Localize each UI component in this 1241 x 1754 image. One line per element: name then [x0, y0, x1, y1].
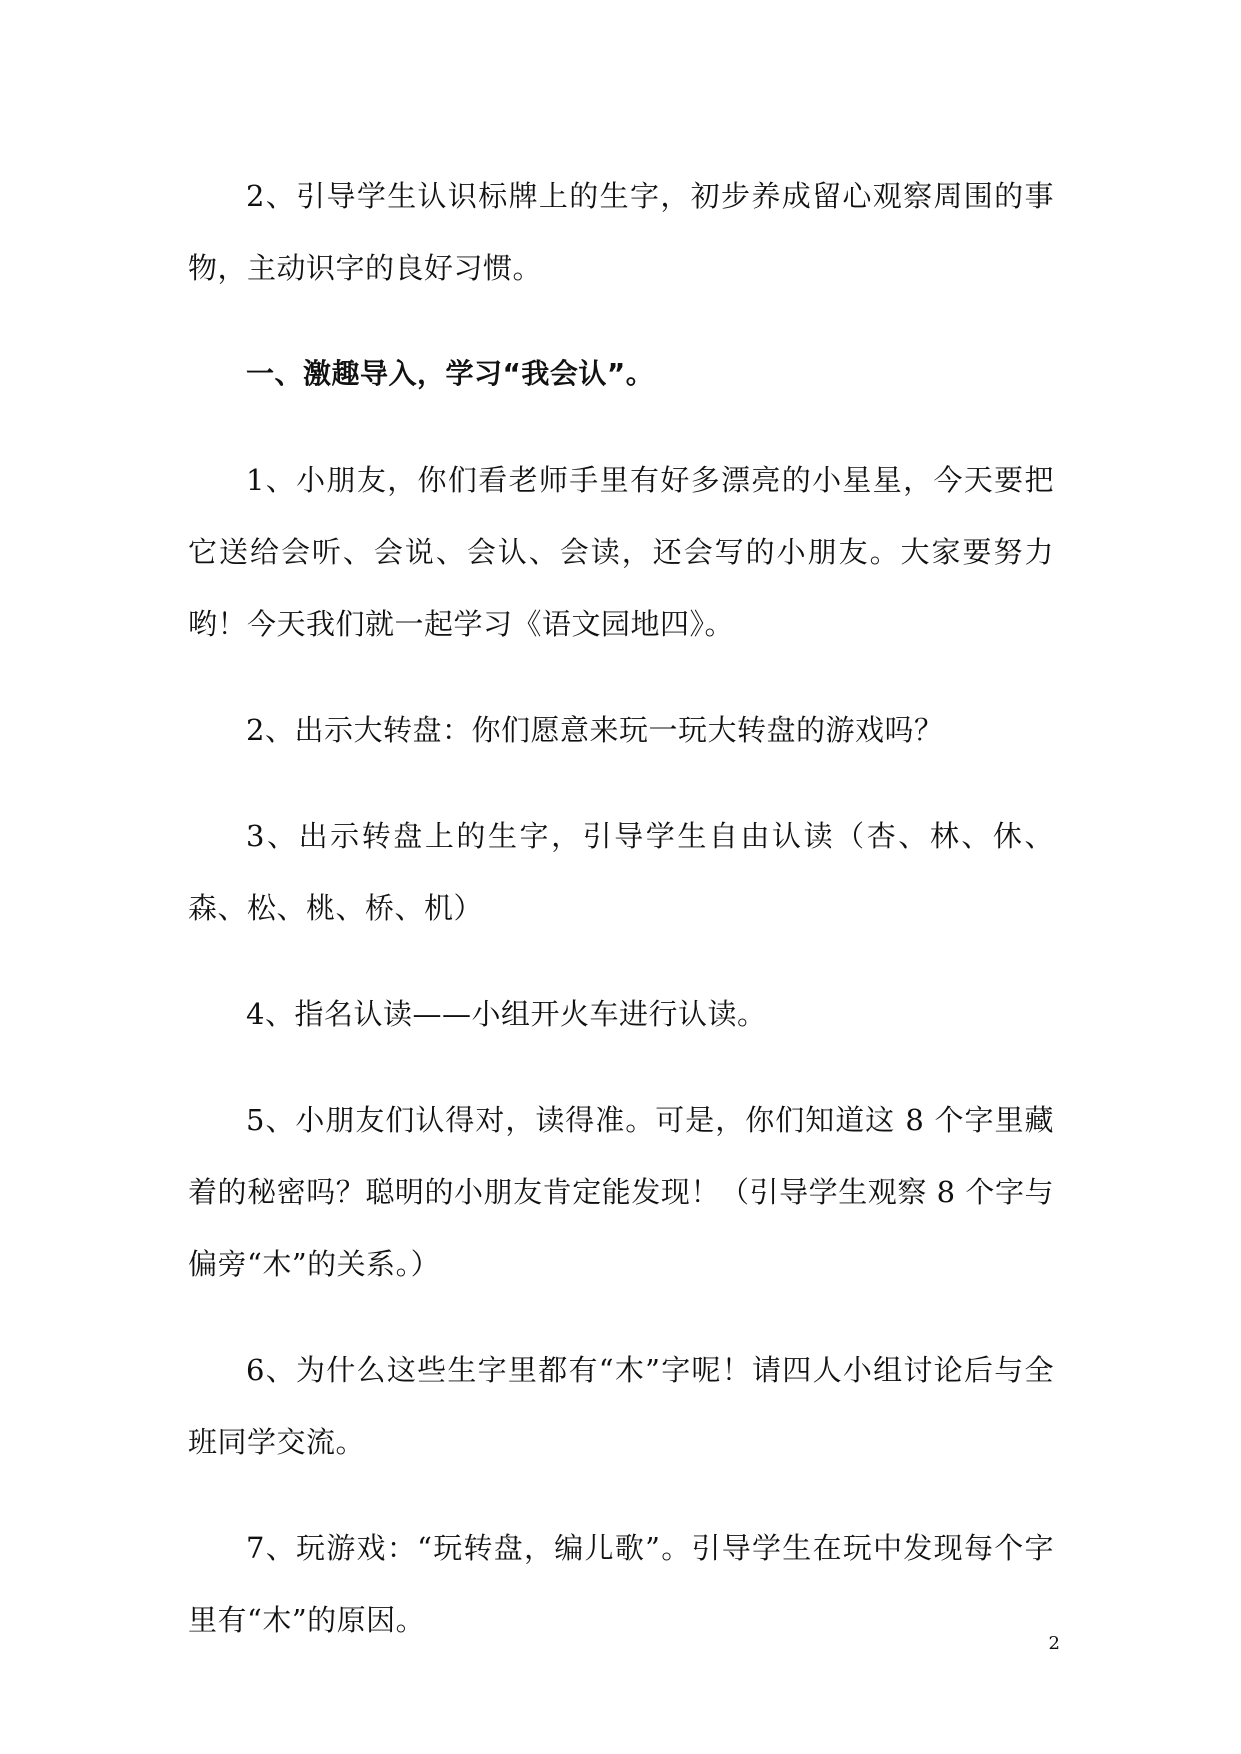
- page-number: 2: [1048, 1633, 1060, 1654]
- paragraph-step-2: 2、出示大转盘：你们愿意来玩一玩大转盘的游戏吗？: [246, 713, 944, 747]
- paragraph-step-4: 4、指名认读——小组开火车进行认读。: [246, 997, 767, 1031]
- paragraph-goal-2: 2、引导学生认识标牌上的生字，初步养成留心观察周围的事物，主动识字的良好习惯。: [188, 179, 1054, 285]
- paragraph-step-5: 5、小朋友们认得对，读得准。可是，你们知道这 8 个字里藏着的秘密吗？聪明的小朋友肯定能发现！（引导学生观察 8 个字与偏旁“木”的关系。）: [188, 1103, 1054, 1281]
- paragraph-step-1: 1、小朋友，你们看老师手里有好多漂亮的小星星，今天要把它送给会听、会说、会认、会读，还会写的小朋友。大家要努力哟！今天我们就一起学习《语文园地四》。: [188, 463, 1054, 641]
- paragraph-step-6: 6、为什么这些生字里都有“木”字呢！请四人小组讨论后与全班同学交流。: [188, 1353, 1054, 1459]
- paragraph-step-3: 3、出示转盘上的生字，引导学生自由认读（杏、林、休、森、松、桃、桥、机）: [188, 819, 1054, 925]
- section-heading-1: 一、激趣导入，学习“我会认”。: [246, 357, 655, 390]
- document-body: [188, 160, 1054, 1656]
- paragraph-step-7: 7、玩游戏：“玩转盘，编儿歌”。引导学生在玩中发现每个字里有“木”的原因。: [188, 1531, 1054, 1637]
